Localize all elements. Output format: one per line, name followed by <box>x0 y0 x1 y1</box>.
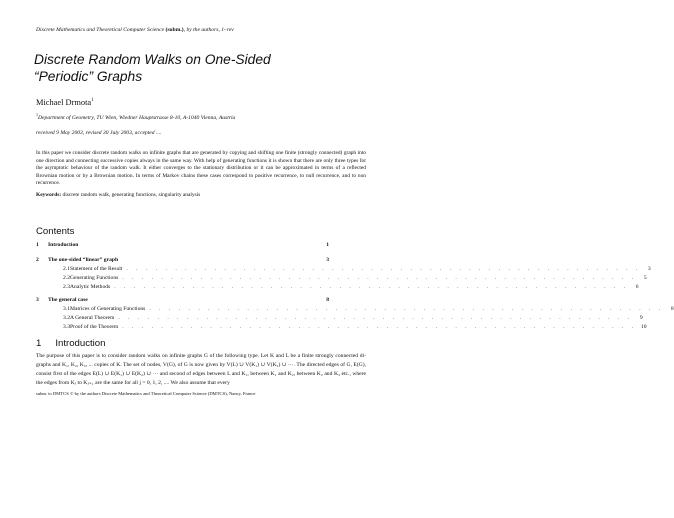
toc-leader: . . . . . . . . . . . . . . . . . . . . . . . . . . . . . . . . . . . . . . . . . . . . . . . . . . . . . <box>122 324 637 330</box>
toc-entry[interactable] <box>36 284 639 290</box>
toc-leader: . . . . . . . . . . . . . . . . . . . . . . . . . . . . . . . . . . . . . . . . . . . . . . . . . . . . . <box>149 306 664 312</box>
affiliation <box>36 112 235 121</box>
toc-entry[interactable] <box>36 315 643 321</box>
toc-entry[interactable] <box>36 242 329 248</box>
toc-number: 3 <box>36 297 39 303</box>
abstract: In this paper we consider discrete random walks on infinite graphs that are generated by copying and shifting one finite (strongly connected) graph into one direction and connecting successive copies always in the same way. With help of generating functions it is shown that there are only three types for the asymptotic behaviour of the random walk. It either converges to the stationary distribution or it can be approximated in terms of a reflected Brownian motion or by a Brownian motion. In terms of Markov chains these cases correspond to positive recurrence, to null recurrence, and to non recurrence. <box>36 150 366 187</box>
toc-page: 10 <box>640 324 647 330</box>
affiliation-text: Department of Geometry, TU Wien, Wiedner Hauptstrasse 8-10, A-1040 Vienna, Austria <box>38 114 236 121</box>
toc-page: 8 <box>326 297 329 303</box>
author-name: Michael Drmota <box>36 98 92 107</box>
toc-page: 3 <box>647 266 651 272</box>
toc-number: 2.2 <box>63 275 70 281</box>
keywords <box>36 192 200 198</box>
author <box>36 98 94 107</box>
toc-page: 6 <box>635 284 639 290</box>
journal-name: Discrete Mathematics and Theoretical Computer Science <box>36 27 165 33</box>
paper-title <box>34 51 271 85</box>
toc-entry[interactable] <box>36 257 329 263</box>
journal-status: (subm.) <box>165 27 184 33</box>
toc-page: 8 <box>670 306 674 312</box>
toc-label: Generating Functions <box>70 275 119 281</box>
toc-number: 3.1 <box>63 306 70 312</box>
running-header <box>36 27 234 33</box>
toc-number: 3.2 <box>63 315 70 321</box>
author-mark: 1 <box>91 98 94 104</box>
toc-page: 5 <box>643 275 647 281</box>
title-line-2: “Periodic” Graphs <box>34 69 143 84</box>
toc-label: Proof of the Theorem <box>70 324 119 330</box>
toc-entry[interactable] <box>36 297 329 303</box>
toc-leader: . . . . . . . . . . . . . . . . . . . . . . . . . . . . . . . . . . . . . . . . . . . . . . . . . . . . . <box>118 315 633 321</box>
toc-label: The general case <box>48 297 88 303</box>
toc-page: 3 <box>326 257 329 263</box>
toc-entry[interactable] <box>36 306 674 312</box>
footer-note: subm. to DMTCS © by the authors Discrete Mathematics and Theoretical Computer Science (DMTCS), Nancy, France <box>36 391 256 396</box>
toc-label: Statement of the Result <box>70 266 123 272</box>
toc-label: The one-sided “linear” graph <box>48 257 119 263</box>
toc-number: 2.3 <box>63 284 70 290</box>
toc-leader: . . . . . . . . . . . . . . . . . . . . . . . . . . . . . . . . . . . . . . . . . . . . . . . . . . . . . <box>122 275 637 281</box>
keywords-label: Keywords: <box>36 192 62 198</box>
toc-label: A General Theorem <box>70 315 115 321</box>
keywords-text: discrete random walk, generating functions, singularity analysis <box>62 192 201 198</box>
section-body: The purpose of this paper is to consider random walks on infinite graphs G of the following type. Let K and L be a finite strongly connected di-graphs and K₁, K₂, K₃, ... copies of K. The set of nodes, V(G), of G is now given by V(L) ∪ V(K₁) ∪ V(K₂) ∪ ···. The directed edges of G, E(G), consist first of the edges E(L) ∪ E(K₁) ∪ E(K₂) ∪ ··· and second of edges between L and K₁, between K₁ and K₂, between K₂ and K₃ etc., where the edges from Kⱼ to Kⱼ₊₁ are the same for all j = 0, 1, 2, .... We also assume that every <box>36 353 366 386</box>
toc-page: 9 <box>639 315 643 321</box>
journal-pages: , by the authors, 1–rev <box>183 27 234 33</box>
title-line-1: Discrete Random Walks on One-Sided <box>34 52 271 67</box>
section-number: 1 <box>36 338 42 349</box>
toc-number: 1 <box>36 242 39 248</box>
toc-label: Matrices of Generating Functions <box>70 306 146 312</box>
toc-entry[interactable] <box>36 324 647 330</box>
affiliation-mark: 1 <box>36 112 38 117</box>
toc-number: 2 <box>36 257 39 263</box>
toc-label: Analytic Methods <box>70 284 111 290</box>
toc-number: 3.3 <box>63 324 70 330</box>
toc-entry[interactable] <box>36 275 647 281</box>
toc-leader: . . . . . . . . . . . . . . . . . . . . . . . . . . . . . . . . . . . . . . . . . . . . . . . . . . . . . <box>114 284 629 290</box>
section-title: Introduction <box>55 338 106 349</box>
toc-entry[interactable] <box>36 266 651 272</box>
toc-label: Introduction <box>48 242 79 248</box>
toc-leader: . . . . . . . . . . . . . . . . . . . . . . . . . . . . . . . . . . . . . . . . . . . . . . . . . . . . . <box>126 266 641 272</box>
toc-page: 1 <box>326 242 329 248</box>
received-dates: received 9 May 2003, revised 30 July 2003, accepted .... <box>36 130 162 136</box>
contents-heading: Contents <box>36 226 75 237</box>
toc-number: 2.1 <box>63 266 70 272</box>
section-heading <box>36 338 105 349</box>
